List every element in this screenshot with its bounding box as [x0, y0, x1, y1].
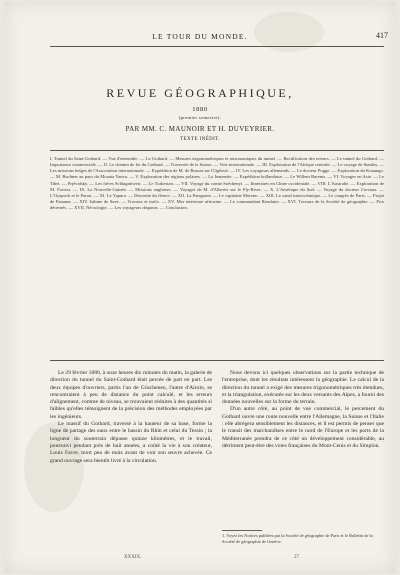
footnote: 1. Voyez les Notices publiées par la Société de géographie de Paris et le Bulletin de la Société de géographie de Genève.: [222, 533, 373, 544]
text-column-left: [50, 370, 212, 465]
article-authors: PAR MM. C. MAUNOIR ET H. DUVEYRIER.: [125, 125, 275, 133]
article-part: TEXTE INÉDIT.: [180, 137, 220, 142]
page: [4, 2, 396, 573]
body-paragraph: Nous devons ici quelques observations sur la partie technique de l'entreprise, dont les résultats intéressent la géographie. Le calcul de la direction du tunnel a exigé des mesures trigonométriques très étendues, et la triangulation, exécutée sur les deux versants des Alpes, a fourni des données nouvelles sur la forme du terrain.: [222, 370, 384, 406]
body-paragraph: D'un autre côté, au point de vue commercial, le percement du Gothard ouvre une route nouvelle entre l'Allemagne, la Suisse et l'Italie : elle abrégera sensiblement les distances, et il est permis de penser que le transit des marchandises entre le nord de l'Europe et les ports de la Méditerranée prendra de ce côté un développement considérable, au détriment peut-être des voies françaises du Mont-Cenis et du Simplon.: [222, 406, 384, 449]
article-summary: I. Tunnel du Saint-Gothard. — Vue d'ensemble. — Le Gothard. — Mesures trigonométriques et astronomiques du tunnel. — Rectification des erreurs. — Le tunnel du Gothard. — Importance commerciale. — II. Le chemin de fer du Gothard. — Traversée de la Suisse. — Voie internationale. — III. Exploration de l'Afrique centrale. — Le voyage de Stanley. — Les missions belges de l'Association internationale. — Expédition de M. de Brazza sur l'Ogôoué. — IV. Les voyageurs allemands. — Le docteur Pogge. — Exploration du Kouango. — M. Buchner au pays du Mouata Yanvo. — V. Exploration des régions polaires. — La Jeannette. — Expédition hollandaise. — Le Willem Barents. — VI. Voyages en Asie. — Le Tibet. — Prjévalsky. — Les frères Schlagintweit. — Le Turkestan. — VII. Voyage du comte Széchenyi. — Itinéraires en Chine occidentale. — VIII. L'Australie. — Exploration de M. Forrest. — IX. La Nouvelle-Guinée. — Missions anglaises. — Voyages de M. d'Albertis sur le Fly-River. — X. L'Amérique du Sud. — Voyage du docteur Crevaux. — L'Oyapock et le Parou. — XI. Le Yapura. — Descente du fleuve. — XII. La Patagonie. — Le capitaine Moreno. — XIII. Le canal interocéanique. — Le congrès de Paris. — Projet de Panama. — XIV. Isthme de Suez. — Travaux et trafic. — XV. Mer intérieure africaine. — Le commandant Roudaire. — XVI. Travaux de la Société de géographie. — Prix décernés. — XVII. Nécrologie. — Les voyageurs disparus. — Conclusion.: [50, 156, 384, 211]
running-head: LE TOUR DU MONDE.: [152, 32, 248, 41]
article-year: 1880: [192, 106, 208, 113]
page-number: 417: [376, 31, 388, 40]
header-rule: [50, 46, 384, 47]
article-title: REVUE GÉOGRAPHIQUE,: [106, 86, 294, 100]
summary-top-rule: [50, 150, 384, 151]
summary-bottom-rule: [50, 360, 384, 361]
article-subtitle: (premier semestre).: [178, 115, 222, 120]
printer-signature: 27: [294, 555, 299, 560]
text-column-right: [222, 370, 384, 450]
body-paragraph: Le massif du Gothard, traversé à la hauteur de sa base, forme la ligne de partage des eaux entre le bassin du Rhin et celui du Tessin ; la longueur du souterrain dépasse quinze kilomètres, et le travail, poursuivi pendant près de huit années, a coûté la vie à son créateur, Louis Favre, mort peu de mois avant de voir son œuvre achevée. Ce grand ouvrage sera bientôt livré à la circulation.: [50, 421, 212, 464]
sheet-number: XXXIX.: [124, 555, 142, 560]
footnote-rule: [222, 530, 262, 531]
body-paragraph: Le 29 février 1880, à onze heures dix minutes du matin, la galerie de direction du tunnel du Saint-Gothard était percée de part en part. Les deux équipes d'ouvriers, partis l'un de Göschenen, l'autre d'Airolo, se rencontraient à peu de distance du point calculé, et les erreurs d'alignement, comme de niveau, se trouvaient réduites à des quantités si faibles qu'elles témoignent de la précision des méthodes employées par les ingénieurs.: [50, 370, 212, 420]
